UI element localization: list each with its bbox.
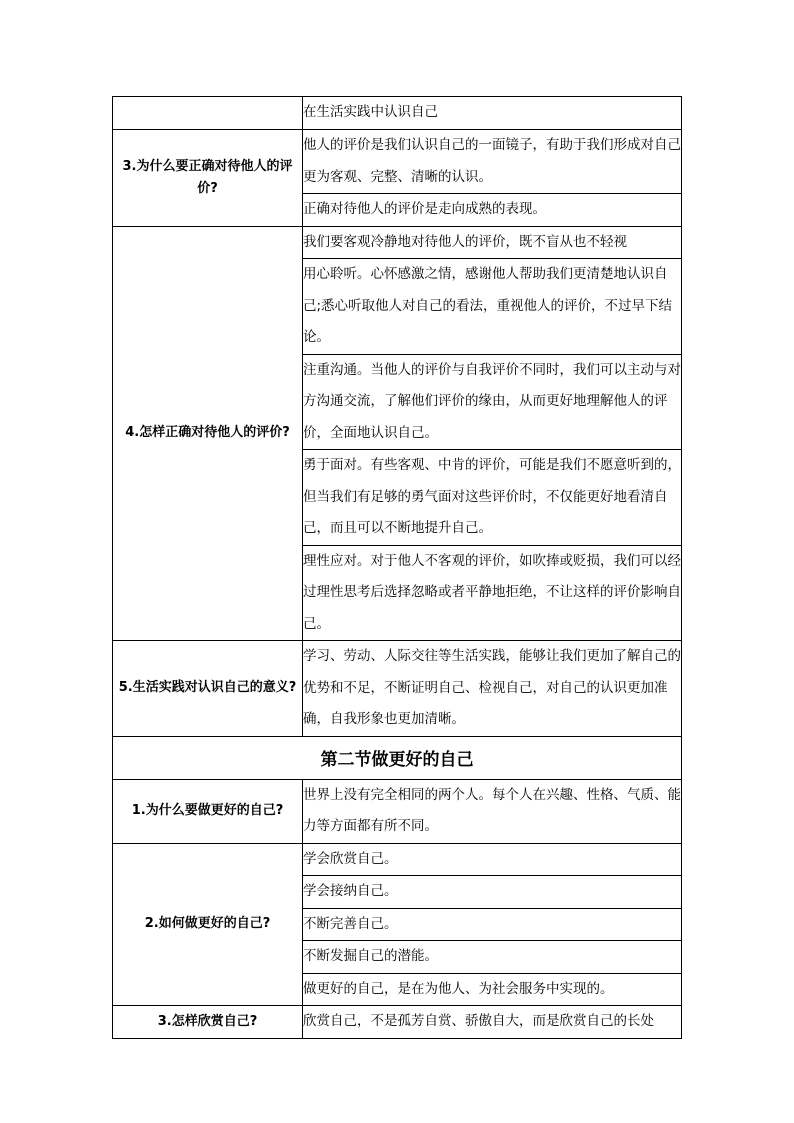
answer-cell: 正确对待他人的评价是走向成熟的表现。 xyxy=(303,194,682,227)
answer-cell: 理性应对。对于他人不客观的评价，如吹捧或贬损，我们可以经过理性思考后选择忽略或者平静地拒绝，不让这样的评价影响自己。 xyxy=(303,545,682,641)
table-row xyxy=(113,843,682,876)
notes-table xyxy=(112,96,682,1039)
answer-cell: 用心聆听。心怀感激之情，感谢他人帮助我们更清楚地认识自己;悉心听取他人对自己的看法，重视他人的评价，不过早下结论。 xyxy=(303,259,682,355)
table-row xyxy=(113,97,682,130)
answer-cell: 世界上没有完全相同的两个人。每个人在兴趣、性格、气质、能力等方面都有所不同。 xyxy=(303,779,682,843)
answer-cell: 学会接纳自己。 xyxy=(303,876,682,909)
question-cell: 3.怎样欣赏自己? xyxy=(113,1006,303,1039)
answer-cell: 不断完善自己。 xyxy=(303,908,682,941)
answer-cell: 不断发掘自己的潜能。 xyxy=(303,941,682,974)
table-row xyxy=(113,130,682,194)
table-row xyxy=(113,1006,682,1039)
question-cell: 2.如何做更好的自己? xyxy=(113,843,303,1006)
question-cell: 4.怎样正确对待他人的评价? xyxy=(113,226,303,641)
table-row xyxy=(113,226,682,259)
answer-cell: 勇于面对。有些客观、中肯的评价，可能是我们不愿意听到的，但当我们有足够的勇气面对这些评价时，不仅能更好地看清自己，而且可以不断地提升自己。 xyxy=(303,450,682,546)
question-cell: 5.生活实践对认识自己的意义? xyxy=(113,641,303,737)
answer-cell: 他人的评价是我们认识自己的一面镜子，有助于我们形成对自己更为客观、完整、清晰的认识。 xyxy=(303,130,682,194)
table-row xyxy=(113,779,682,843)
question-cell: 3.为什么要正确对待他人的评价? xyxy=(113,130,303,227)
answer-cell: 注重沟通。当他人的评价与自我评价不同时，我们可以主动与对方沟通交流，了解他们评价的缘由，从而更好地理解他人的评价，全面地认识自己。 xyxy=(303,354,682,450)
answer-cell: 在生活实践中认识自己 xyxy=(303,97,682,130)
section-row xyxy=(113,736,682,779)
question-cell: 1.为什么要做更好的自己? xyxy=(113,779,303,843)
answer-cell: 我们要客观冷静地对待他人的评价，既不盲从也不轻视 xyxy=(303,226,682,259)
answer-cell: 欣赏自己，不是孤芳自赏、骄傲自大，而是欣赏自己的长处 xyxy=(303,1006,682,1039)
question-cell-empty xyxy=(113,97,303,130)
answer-cell: 做更好的自己，是在为他人、为社会服务中实现的。 xyxy=(303,973,682,1006)
table-row xyxy=(113,641,682,737)
answer-cell: 学习、劳动、人际交往等生活实践，能够让我们更加了解自己的优势和不足，不断证明自己、检视自己，对自己的认识更加准确，自我形象也更加清晰。 xyxy=(303,641,682,737)
answer-cell: 学会欣赏自己。 xyxy=(303,843,682,876)
section-title: 第二节做更好的自己 xyxy=(113,736,682,779)
